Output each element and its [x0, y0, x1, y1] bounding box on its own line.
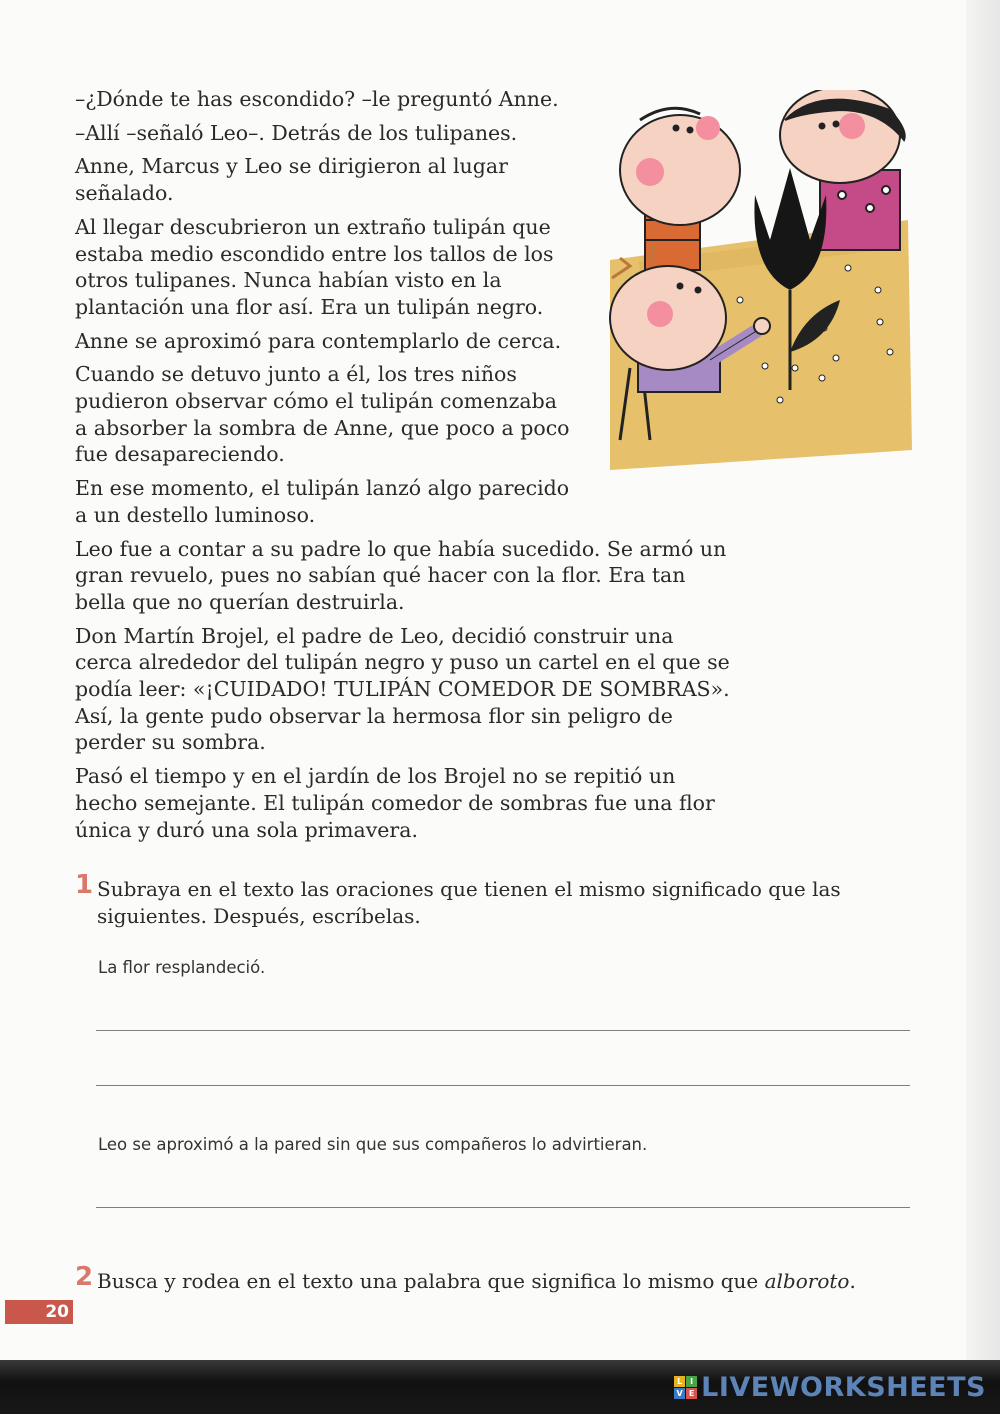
liveworksheets-brand[interactable] [674, 1372, 986, 1403]
exercise-number: 1 [75, 870, 94, 900]
exercise-1 [75, 870, 925, 930]
liveworksheets-logo-icon [674, 1376, 697, 1399]
instruction-text: Busca y rodea en el texto una palabra que significa lo mismo que [97, 1269, 765, 1293]
exercise-sentence: Leo se aproximó a la pared sin que sus compañeros lo advirtieran. [98, 1135, 648, 1154]
story-paragraph: Anne se aproximó para contemplarlo de cerca. [75, 328, 562, 353]
logo-letter: V [674, 1388, 685, 1399]
story-paragraph: Leo fue a contar a su padre lo que había sucedido. Se armó un gran revuelo, pues no sabían qué hacer con la flor. Era tan bella que no querían destruirla. [75, 536, 727, 614]
page-edge-shadow [966, 0, 1000, 1360]
story-paragraph: Al llegar descubrieron un extraño tulipán que estaba medio escondido entre los tallos de los otros tulipanes. Nunca habían visto en la plantación una flor así. Era un tulipán negro. [75, 214, 554, 319]
answer-line[interactable] [96, 1207, 910, 1208]
exercise-sentence: La flor resplandeció. [98, 958, 266, 977]
story-paragraph: En ese momento, el tulipán lanzó algo parecido a un destello luminoso. [75, 476, 570, 527]
exercise-instruction: Subraya en el texto las oraciones que tienen el mismo significado que las siguientes. Después, escríbelas. [97, 877, 841, 928]
instruction-period: . [849, 1269, 856, 1293]
children-tulip-illustration [590, 90, 920, 480]
exercise-instruction [97, 1268, 925, 1295]
story-paragraph: Don Martín Brojel, el padre de Leo, decidió construir una cerca alrededor del tulipán negro y puso un cartel en el que se podía leer: «¡CUIDADO! TULIPÁN COMEDOR DE SOMBRAS». Así, la gente pudo observar la hermosa flor sin peligro de perder su sombra. [75, 623, 730, 755]
logo-letter: E [686, 1388, 697, 1399]
exercise-number: 2 [75, 1262, 94, 1292]
story-paragraph: Anne, Marcus y Leo se dirigieron al lugar señalado. [75, 154, 508, 206]
target-word: alboroto [764, 1269, 850, 1293]
answer-line[interactable] [96, 1085, 910, 1086]
story-paragraph: Cuando se detuvo junto a él, los tres niños pudieron observar cómo el tulipán comenzaba a absorber la sombra de Anne, que poco a poco fue desapareciendo. [75, 362, 570, 467]
exercise-2 [75, 1262, 925, 1295]
story-paragraph: Pasó el tiempo y en el jardín de los Brojel no se repitió un hecho semejante. El tulipán comedor de sombras fue una flor única y duró una sola primavera. [75, 764, 715, 842]
liveworksheets-text: LIVEWORKSHEETS [701, 1372, 986, 1403]
logo-letter: I [686, 1376, 697, 1387]
page-number: 20 [5, 1300, 73, 1324]
story-paragraph: –Allí –señaló Leo–. Detrás de los tulipanes. [75, 120, 518, 145]
logo-letter: L [674, 1376, 685, 1387]
answer-line[interactable] [96, 1030, 910, 1031]
story-paragraph: –¿Dónde te has escondido? –le preguntó Anne. [75, 87, 559, 111]
